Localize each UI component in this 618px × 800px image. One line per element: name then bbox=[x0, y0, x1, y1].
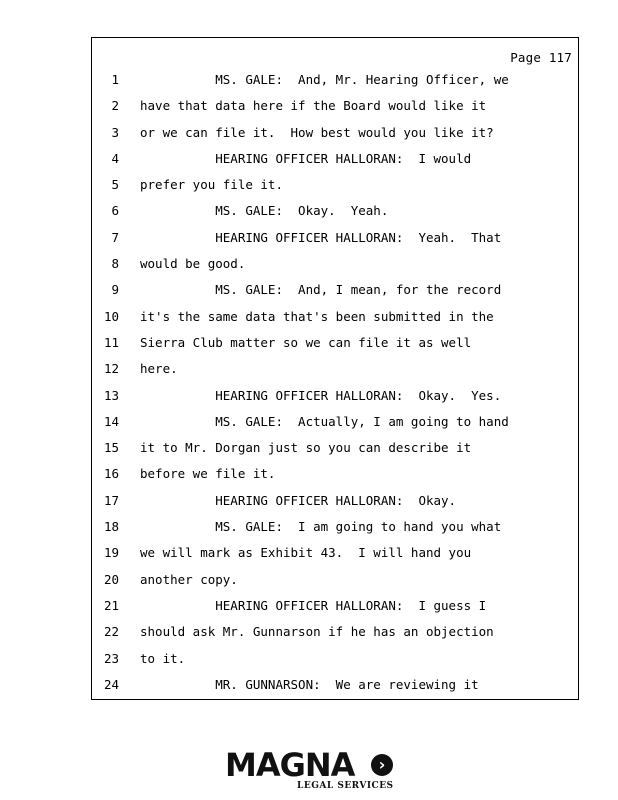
arrow-circle-icon: › bbox=[371, 754, 393, 776]
line-number: 17 bbox=[103, 492, 119, 508]
line-text: MS. GALE: Actually, I am going to hand bbox=[140, 413, 509, 429]
line-text: MS. GALE: And, Mr. Hearing Officer, we bbox=[140, 72, 509, 87]
line-number: 23 bbox=[103, 650, 119, 666]
line-number: 12 bbox=[103, 361, 119, 377]
transcript-line bbox=[92, 465, 578, 491]
line-number: 10 bbox=[103, 308, 119, 324]
line-text: MS. GALE: I am going to hand you what bbox=[140, 519, 502, 535]
line-number: 14 bbox=[103, 413, 119, 429]
transcript-line bbox=[92, 413, 578, 439]
line-number: 7 bbox=[111, 229, 119, 245]
line-number: 24 bbox=[103, 676, 119, 692]
line-number: 22 bbox=[103, 624, 119, 640]
line-number: 21 bbox=[103, 597, 119, 613]
transcript-line bbox=[92, 544, 578, 570]
line-text: Sierra Club matter so we can file it as well bbox=[140, 334, 472, 350]
line-number: 16 bbox=[103, 466, 119, 482]
line-number: 8 bbox=[111, 256, 119, 272]
transcript-line bbox=[92, 360, 578, 386]
line-number: 3 bbox=[111, 124, 119, 140]
transcript-page bbox=[91, 37, 579, 700]
line-text: before we file it. bbox=[140, 466, 276, 482]
line-text: HEARING OFFICER HALLORAN: I would bbox=[140, 150, 472, 166]
transcript-line bbox=[92, 308, 578, 334]
line-text: would be good. bbox=[140, 256, 246, 272]
transcript-line bbox=[92, 650, 578, 676]
line-number: 13 bbox=[103, 387, 119, 403]
line-number: 9 bbox=[111, 282, 119, 298]
line-text: HEARING OFFICER HALLORAN: Okay. bbox=[140, 492, 457, 508]
logo-wordmark: MAGNA bbox=[225, 746, 355, 784]
transcript-line bbox=[92, 387, 578, 413]
transcript-line bbox=[92, 334, 578, 360]
line-text: MS. GALE: And, I mean, for the record bbox=[140, 282, 502, 298]
line-text: MS. GALE: Okay. Yeah. bbox=[140, 203, 389, 219]
line-text: HEARING OFFICER HALLORAN: Yeah. That bbox=[140, 229, 502, 245]
line-text: HEARING OFFICER HALLORAN: Okay. Yes. bbox=[140, 387, 502, 403]
line-number: 4 bbox=[111, 150, 119, 166]
transcript-line bbox=[92, 623, 578, 649]
transcript-line bbox=[92, 176, 578, 202]
line-text: have that data here if the Board would like it bbox=[140, 98, 487, 114]
transcript-line bbox=[92, 492, 578, 518]
line-number: 5 bbox=[111, 177, 119, 193]
line-number: 11 bbox=[103, 334, 119, 350]
page-number: Page 117 bbox=[510, 50, 572, 65]
line-text: here. bbox=[140, 361, 178, 377]
line-number: 2 bbox=[111, 98, 119, 114]
transcript-line bbox=[92, 281, 578, 307]
transcript-lines bbox=[92, 71, 578, 702]
line-number: 18 bbox=[103, 519, 119, 535]
line-number: 19 bbox=[103, 545, 119, 561]
line-text: it to Mr. Dorgan just so you can describe it bbox=[140, 440, 472, 456]
line-number: 1 bbox=[111, 72, 119, 87]
line-number: 6 bbox=[111, 203, 119, 219]
line-number: 20 bbox=[103, 571, 119, 587]
transcript-line bbox=[92, 150, 578, 176]
line-text: it's the same data that's been submitted in the bbox=[140, 308, 494, 324]
transcript-line bbox=[92, 229, 578, 255]
line-text: prefer you file it. bbox=[140, 177, 283, 193]
line-text: another copy. bbox=[140, 571, 238, 587]
line-text: MR. GUNNARSON: We are reviewing it bbox=[140, 676, 479, 692]
magna-logo bbox=[225, 748, 395, 792]
line-text: to it. bbox=[140, 650, 186, 666]
transcript-line bbox=[92, 439, 578, 465]
line-number: 15 bbox=[103, 440, 119, 456]
transcript-line bbox=[92, 97, 578, 123]
transcript-line bbox=[92, 597, 578, 623]
line-text: or we can file it. How best would you like it? bbox=[140, 124, 494, 140]
logo-subtitle: LEGAL SERVICES bbox=[297, 781, 394, 791]
transcript-line bbox=[92, 255, 578, 281]
transcript-line bbox=[92, 518, 578, 544]
line-text: HEARING OFFICER HALLORAN: I guess I bbox=[140, 597, 487, 613]
transcript-line bbox=[92, 676, 578, 702]
transcript-line bbox=[92, 202, 578, 228]
line-text: should ask Mr. Gunnarson if he has an objection bbox=[140, 624, 494, 640]
transcript-line bbox=[92, 124, 578, 150]
transcript-line bbox=[92, 571, 578, 597]
transcript-line bbox=[92, 71, 578, 97]
line-text: we will mark as Exhibit 43. I will hand you bbox=[140, 545, 472, 561]
